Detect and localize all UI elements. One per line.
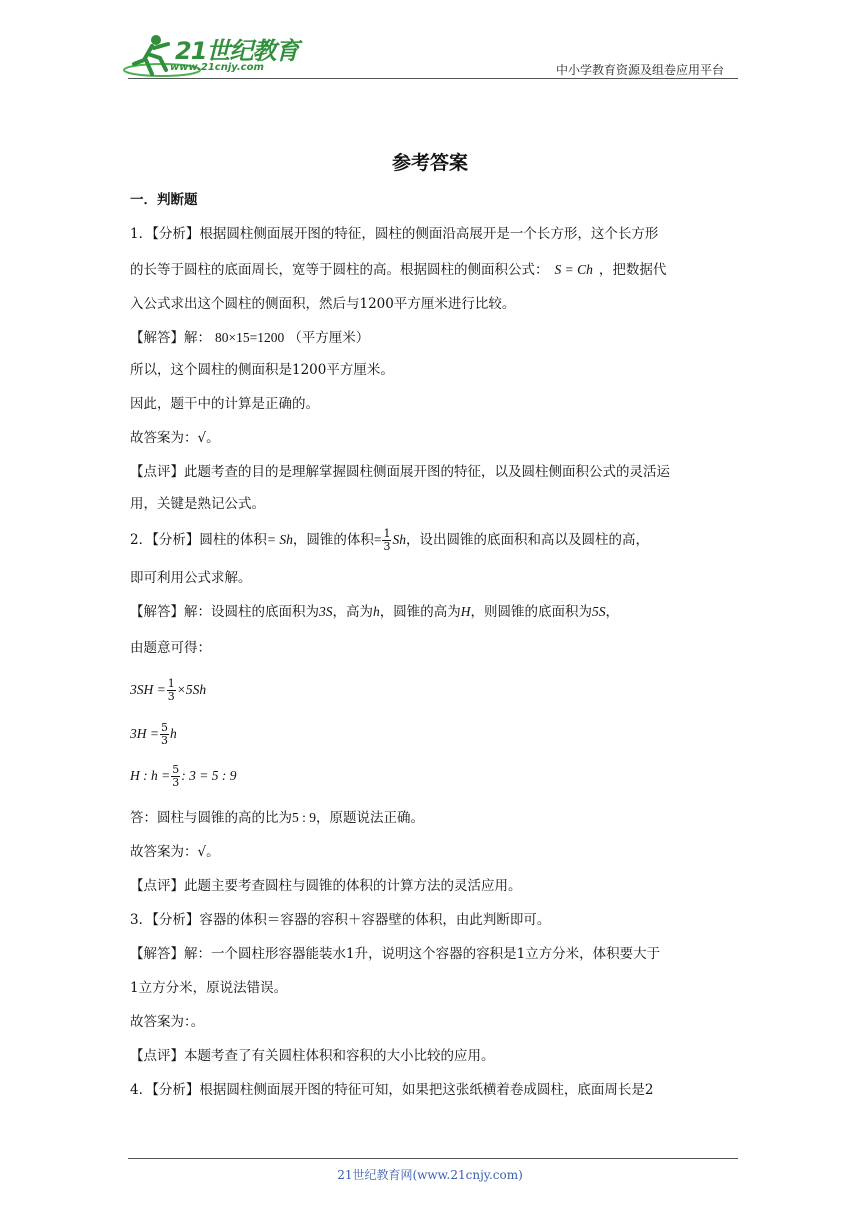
header-platform-text: 中小学教育资源及组卷应用平台 — [555, 63, 724, 77]
q1-answer: 故答案为：√。 — [130, 430, 220, 446]
q3-solution-line2: 1立方分米，原说法错误。 — [130, 980, 288, 996]
q1-comment-line1: 【点评】此题考查的目的是理解掌握圆柱侧面展开图的特征，以及圆柱侧面积公式的灵活运 — [130, 464, 670, 480]
q1-solution-line3: 因此，题干中的计算是正确的。 — [130, 396, 319, 412]
q3-analysis: 3．【分析】容器的体积＝容器的容积＋容器壁的体积，由此判断即可。 — [130, 912, 551, 928]
logo-text: 21世纪教育 — [175, 37, 299, 65]
q1-comment-line2: 用，关键是熟记公式。 — [130, 496, 265, 512]
q1-analysis-line2: 的长等于圆柱的底面周长，宽等于圆柱的高。根据圆柱的侧面积公式： S = Ch ，把数据代 — [130, 262, 667, 278]
q3-comment: 【点评】本题考查了有关圆柱体积和容积的大小比较的应用。 — [130, 1048, 495, 1064]
page-footer: 21世纪教育网(www.21cnjy.com) — [337, 1168, 523, 1182]
q2-equation-3: H : h = $\frac{5}{3}$ : 3 = 5 : 9 — [130, 763, 237, 789]
formula-lateral-area: S = Ch — [554, 262, 593, 277]
q2-equation-1: 3SH = $\frac{1}{3}$ ×5Sh — [130, 677, 207, 703]
q2-analysis-line1: 2．【分析】圆柱的体积= Sh，圆锥的体积= $\frac{1}{3}$ Sh，设出圆锥的底面积和高以及圆柱的高， — [130, 527, 649, 553]
q4-analysis-line1: 4．【分析】根据圆柱侧面展开图的特征可知，如果把这张纸横着卷成圆柱，底面周长是2 — [130, 1082, 654, 1098]
q2-solution-line2: 由题意可得： — [130, 640, 211, 656]
q1-solution-line: 【解答】解： 80×15=1200 （平方厘米） — [130, 330, 370, 346]
section-heading: 一．判断题 — [130, 192, 198, 208]
header-divider — [128, 78, 738, 79]
q2-equation-2: 3H = $\frac{5}{3}$ h — [130, 721, 177, 747]
q1-analysis-line1: 1．【分析】根据圆柱侧面展开图的特征，圆柱的侧面沿高展开是一个长方形，这个长方形 — [130, 226, 659, 242]
q2-analysis-line2: 即可利用公式求解。 — [130, 570, 252, 586]
page-header — [0, 0, 860, 90]
page-title: 参考答案 — [391, 152, 468, 174]
q3-solution-line1: 【解答】解：一个圆柱形容器能装水1升，说明这个容器的容积是1立方分米，体积要大于 — [130, 946, 661, 962]
q2-conclusion: 答：圆柱与圆锥的高的比为5 : 9，原题说法正确。 — [130, 810, 425, 826]
q3-answer: 故答案为：。 — [130, 1014, 205, 1030]
q2-solution-line1: 【解答】解：设圆柱的底面积为3S，高为h，圆锥的高为H，则圆锥的底面积为5S， — [130, 604, 619, 620]
q2-comment: 【点评】此题主要考查圆柱与圆锥的体积的计算方法的灵活应用。 — [130, 878, 522, 894]
q2-answer: 故答案为：√。 — [130, 844, 220, 860]
q1-solution-line2: 所以，这个圆柱的侧面积是1200平方厘米。 — [130, 362, 394, 378]
footer-divider — [128, 1158, 738, 1159]
logo-url: www.21cnjy.com — [170, 62, 264, 73]
q1-analysis-line3: 入公式求出这个圆柱的侧面积，然后与1200平方厘米进行比较。 — [130, 296, 516, 312]
